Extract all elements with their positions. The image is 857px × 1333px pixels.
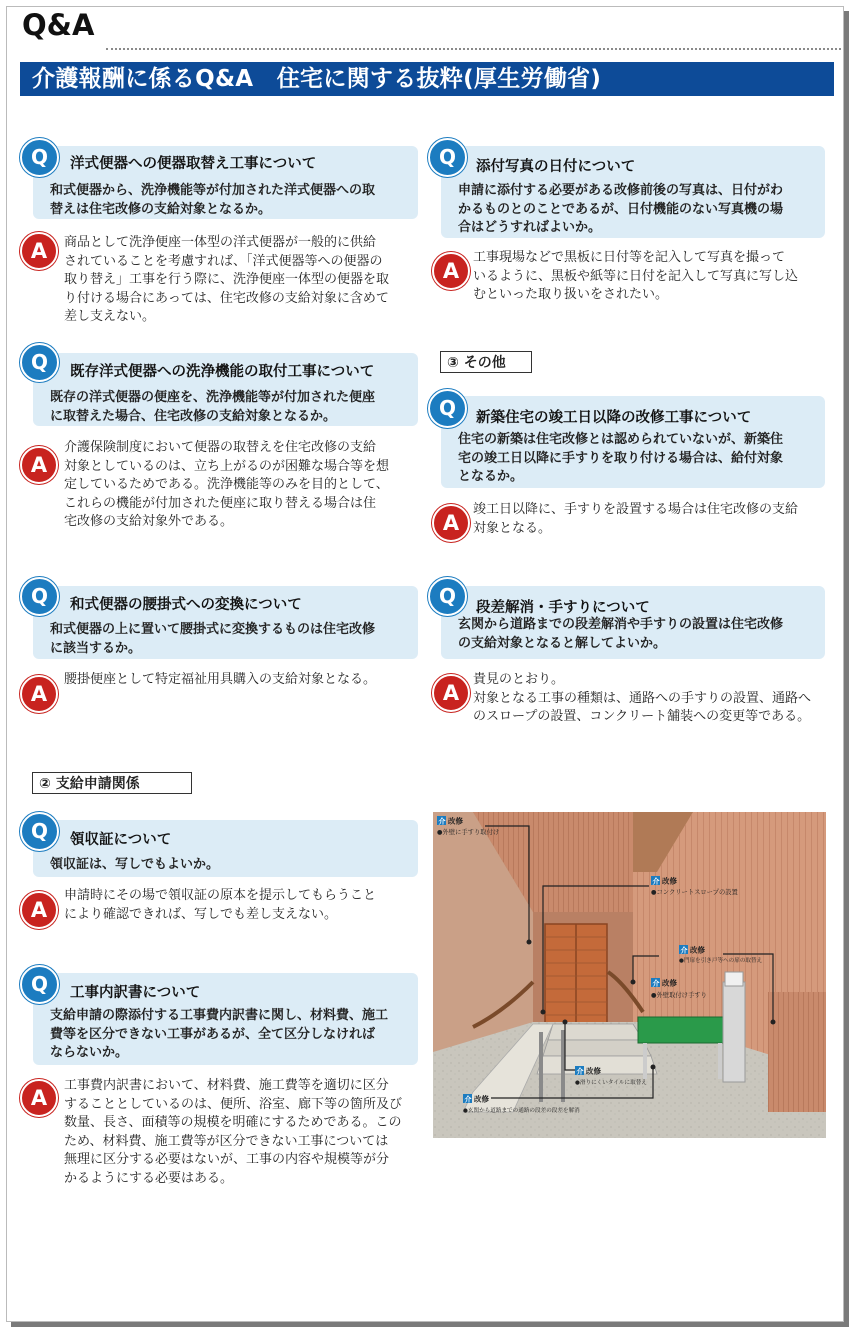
svg-text:介: 介 — [652, 979, 660, 988]
question-line: 玄関から道路までの段差解消や手すりの設置は住宅改修 — [458, 617, 784, 632]
a-icon: A — [432, 674, 470, 712]
svg-text:介: 介 — [680, 946, 688, 955]
answer-line: されていることを考慮すれば、「洋式便器等への便器の — [64, 253, 383, 269]
answer-line: 差し支えない。 — [64, 309, 156, 324]
question-title: 段差解消・手すりについて — [476, 600, 650, 616]
title-divider — [106, 48, 841, 50]
svg-text:●外壁取付け手すり: ●外壁取付け手すり — [651, 992, 707, 999]
question-line: に該当するか。 — [50, 640, 142, 656]
question-title: 添付写真の日付について — [476, 159, 636, 175]
house-entrance-illustration — [433, 812, 826, 1138]
answer-line: 商品として洗浄便座一体型の洋式便器が一般的に供給 — [64, 235, 377, 250]
answer-line: 数量、長さ、面積等の規模を明確にするためである。この — [64, 1115, 402, 1130]
answer-line: 対象としているのは、立ち上がるのが困難な場合等を想 — [64, 458, 390, 474]
svg-text:●滑りにくいタイルに取替え: ●滑りにくいタイルに取替え — [575, 1080, 647, 1086]
svg-text:●コンクリートスロープの設置: ●コンクリートスロープの設置 — [651, 889, 738, 896]
svg-text:介: 介 — [438, 817, 446, 826]
question-title: 新築住宅の竣工日以降の改修工事について — [476, 410, 752, 426]
q-icon: Q — [20, 965, 59, 1004]
q-icon: Q — [428, 577, 467, 616]
question-line: 替えは住宅改修の支給対象となるか。 — [50, 201, 272, 217]
answer-line: のスロープの設置、コンクリート舗装への変更等である。 — [473, 709, 811, 724]
svg-text:改修: 改修 — [586, 1066, 601, 1076]
answer-line: 無理に区分する必要はないが、工事の内容や規模等が分 — [64, 1152, 390, 1167]
q-icon: Q — [20, 812, 59, 851]
svg-text:介: 介 — [652, 877, 660, 886]
a-icon: A — [20, 891, 58, 929]
question-title: 既存洋式便器への洗浄機能の取付工事について — [70, 364, 375, 380]
a-icon: A — [20, 446, 58, 484]
answer-line: ため、材料費、施工費等が区分できない工事については — [64, 1133, 389, 1149]
svg-text:介: 介 — [576, 1067, 584, 1076]
question-title: 洋式便器への便器取替え工事について — [70, 156, 317, 172]
question-title: 和式便器の腰掛式への変換について — [70, 597, 302, 613]
question-line: 領収証は、写しでもよいか。 — [50, 857, 220, 872]
answer-line: 定しているためである。洗浄機能等のみを目的として、 — [64, 477, 389, 492]
answer-line: 申請時にその場で領収証の原本を提示してもらうこと — [64, 888, 377, 903]
question-line: となるか。 — [458, 469, 524, 484]
question-line: 宅の竣工日以降に手すりを取り付ける場合は、給付対象 — [458, 450, 784, 466]
answer-line: 対象となる。 — [473, 520, 552, 536]
svg-text:改修: 改修 — [690, 945, 705, 955]
a-icon: A — [20, 675, 58, 713]
svg-text:改修: 改修 — [662, 978, 677, 988]
section-heading-application: ② 支給申請関係 — [32, 772, 192, 794]
answer-line: することとしているのは、便所、浴室、廊下等の箇所及び — [64, 1096, 403, 1112]
question-line: かるものとのことであるが、日付機能のない写真機の場 — [458, 201, 784, 217]
question-line: ならないか。 — [50, 1045, 129, 1060]
question-title: 工事内訳書について — [70, 985, 201, 1001]
a-icon: A — [20, 232, 58, 270]
a-icon: A — [432, 252, 470, 290]
q-icon: Q — [20, 577, 59, 616]
svg-text:●外壁に手すり取付け: ●外壁に手すり取付け — [437, 829, 500, 836]
answer-line: 腰掛便座として特定福祉用具購入の支給対象となる。 — [64, 672, 377, 687]
question-title: 領収証について — [70, 832, 172, 848]
answer-line: 貴見のとおり。 — [473, 672, 565, 687]
svg-text:●玄関から道路までの通路の段差の段差を解消: ●玄関から道路までの通路の段差の段差を解消 — [463, 1108, 580, 1114]
page-title: Q&A — [22, 8, 95, 42]
answer-line: 工事現場などで黒板に日付等を記入して写真を撮って — [473, 250, 786, 265]
a-icon: A — [20, 1079, 58, 1117]
question-line: の支給対象となると解してよいか。 — [458, 635, 667, 651]
answer-line: により確認できれば、写しでも差し支えない。 — [64, 906, 338, 922]
question-line: に取替えた場合、住宅改修の支給対象となるか。 — [50, 408, 337, 424]
svg-text:改修: 改修 — [662, 876, 677, 886]
svg-text:介: 介 — [464, 1095, 472, 1104]
question-line: 既存の洋式便器の便座を、洗浄機能等が付加された便座 — [50, 390, 376, 405]
question-line: 申請に添付する必要がある改修前後の写真は、日付がわ — [458, 183, 784, 198]
q-icon: Q — [428, 138, 467, 177]
section-banner: 介護報酬に係るQ&A 住宅に関する抜粋(厚生労働省) — [20, 62, 834, 96]
answer-line: いるように、黒板や紙等に日付を記入して写真に写し込 — [473, 268, 799, 284]
svg-text:改修: 改修 — [448, 816, 463, 826]
answer-line: 竣工日以降に、手すりを設置する場合は住宅改修の支給 — [473, 502, 799, 517]
answer-line: 取り替え」工事を行う際に、洗浄便座一体型の便器を取 — [64, 272, 390, 287]
q-icon: Q — [20, 138, 59, 177]
answer-line: かるようにする必要はある。 — [64, 1170, 234, 1186]
q-icon: Q — [428, 389, 467, 428]
question-line: 支給申請の際添付する工事費内訳書に関し、材料費、施工 — [50, 1008, 389, 1023]
answer-line: 介護保険制度において便器の取替えを住宅改修の支給 — [64, 440, 377, 455]
question-line: 費等を区分できない工事があるが、全て区分しなければ — [50, 1026, 376, 1042]
answer-line: 宅改修の支給対象外である。 — [64, 514, 234, 529]
answer-line: むといった取り扱いをされたい。 — [473, 287, 669, 302]
answer-line: 工事費内訳書において、材料費、施工費等を適切に区分 — [64, 1078, 389, 1093]
question-line: 合はどうすればよいか。 — [458, 220, 602, 235]
answer-line: これらの機能が付加された便座に取り替える場合は住 — [64, 495, 377, 511]
q-icon: Q — [20, 343, 59, 382]
section-heading-other: ③ その他 — [440, 351, 532, 373]
question-line: 和式便器の上に置いて腰掛式に変換するものは住宅改修 — [50, 622, 376, 637]
question-line: 和式便器から、洗浄機能等が付加された洋式便器への取 — [50, 183, 376, 198]
svg-text:●門扉を引き戸等への扉の取替え: ●門扉を引き戸等への扉の取替え — [679, 958, 763, 964]
answer-line: り付ける場合にあっては、住宅改修の支給対象に含めて — [64, 290, 389, 306]
question-line: 住宅の新築は住宅改修とは認められていないが、新築住 — [458, 432, 784, 447]
svg-text:改修: 改修 — [474, 1094, 489, 1104]
answer-line: 対象となる工事の種類は、通路への手すりの設置、通路へ — [473, 690, 812, 706]
a-icon: A — [432, 504, 470, 542]
